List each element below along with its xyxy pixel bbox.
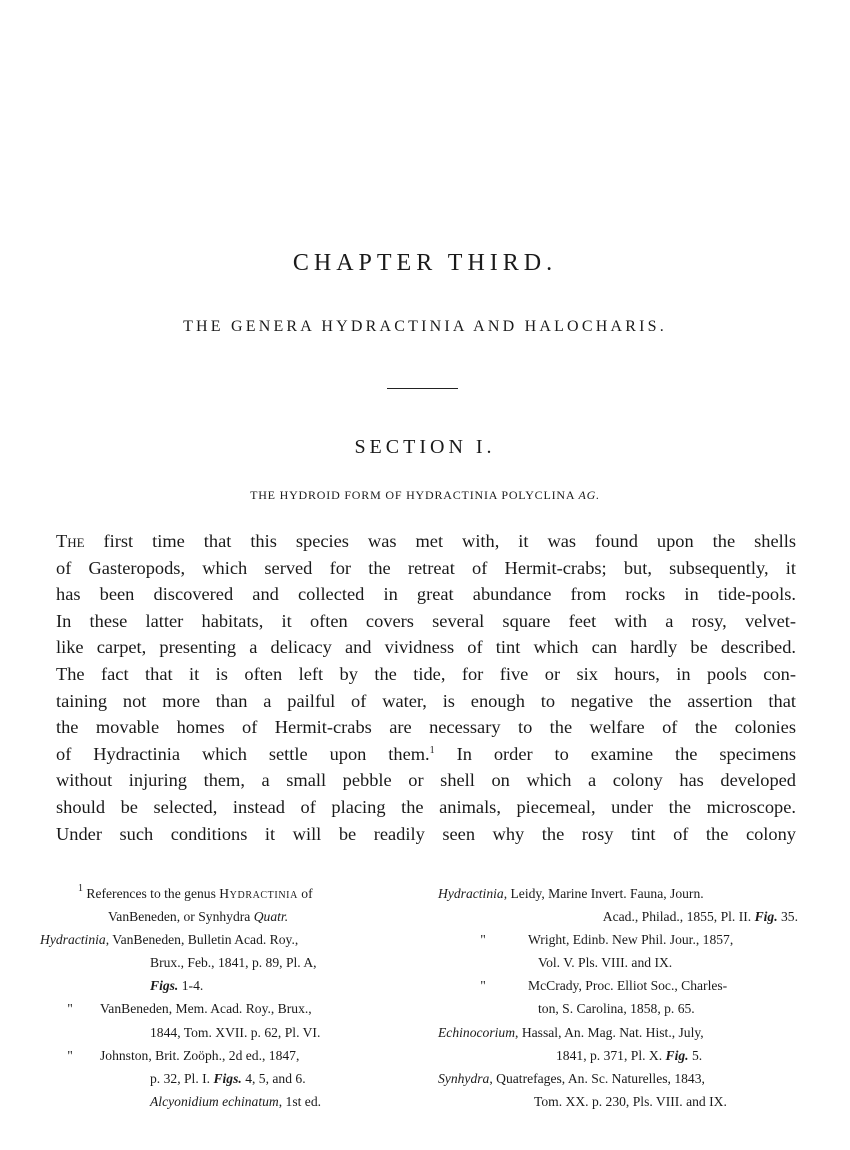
body-line: The first time that this species was met with, it was found upon the shells bbox=[56, 531, 796, 551]
body-paragraph bbox=[56, 528, 796, 847]
body-line: the movable homes of Hermit-crabs are necessary to the welfare of the colonies bbox=[56, 717, 796, 738]
ditto-mark: " bbox=[67, 1047, 73, 1063]
body-line: of Hydractinia which settle upon them.$^1$ In order to examine the specimens bbox=[56, 743, 796, 764]
footnote-line: Brux., Feb., 1841, p. 89, Pl. A, bbox=[150, 955, 317, 971]
footnote-line: " Johnston, Brit. Zoöph., 2d ed., 1847, bbox=[40, 1044, 392, 1067]
footnote-line: VanBeneden, or Synhydra Quatr. bbox=[108, 909, 289, 925]
footnote-line: Synhydra, Quatrefages, An. Sc. Naturelles, 1843, bbox=[438, 1070, 705, 1086]
footnote-reference[interactable]: 1 bbox=[429, 744, 435, 756]
footnotes-left-column bbox=[40, 882, 392, 1113]
body-line: like carpet, presenting a delicacy and vividness of tint which can hardly be described. bbox=[56, 637, 796, 658]
footnote-line: 1844, Tom. XVII. p. 62, Pl. VI. bbox=[150, 1024, 321, 1040]
footnote-line: ton, S. Carolina, 1858, p. 65. bbox=[538, 1001, 695, 1017]
body-line: of Gasteropods, which served for the retreat of Hermit-crabs; but, subsequently, it bbox=[56, 557, 796, 578]
footnote-line: Echinocorium, Hassal, An. Mag. Nat. Hist., July, bbox=[438, 1024, 704, 1040]
footnote-line: Figs. 1-4. bbox=[150, 978, 204, 994]
ditto-mark: " bbox=[480, 932, 486, 948]
footnotes-right-column bbox=[438, 882, 798, 1113]
section-subtitle-author: AG. bbox=[578, 488, 600, 502]
body-line: In these latter habitats, it often covers several square feet with a rosy, velvet- bbox=[56, 610, 796, 631]
drop-word: The bbox=[56, 531, 85, 551]
body-line: taining not more than a pailful of water, is enough to negative the assertion that bbox=[56, 690, 796, 711]
chapter-title: CHAPTER THIRD. bbox=[292, 250, 558, 276]
footnote-line: Alcyonidium echinatum, 1st ed. bbox=[150, 1093, 322, 1109]
body-line: The fact that it is often left by the tide, for five or six hours, in pools con- bbox=[56, 663, 796, 684]
footnote-line: Acad., Philad., 1855, Pl. II. Fig. 35. bbox=[602, 909, 798, 925]
footnote-line: Tom. XX. p. 230, Pls. VIII. and IX. bbox=[534, 1093, 727, 1109]
footnote-line: " Wright, Edinb. New Phil. Jour., 1857, bbox=[438, 928, 798, 951]
footnote-line: " McCrady, Proc. Elliot Soc., Charles- bbox=[438, 974, 798, 997]
body-line: without injuring them, a small pebble or shell on which a colony has developed bbox=[56, 770, 796, 791]
section-title: SECTION I. bbox=[354, 436, 496, 458]
body-line: has been discovered and collected in great abundance from rocks in tide-pools. bbox=[56, 584, 796, 605]
divider-rule bbox=[387, 388, 458, 389]
footnote-line: 1841, p. 371, Pl. X. Fig. 5. bbox=[556, 1047, 703, 1063]
ditto-mark: " bbox=[480, 978, 486, 994]
footnote-line: $^1$ References to the genus Hydractinia of bbox=[78, 883, 313, 901]
footnote-line: Hydractinia, Leidy, Marine Invert. Fauna, Journ. bbox=[438, 886, 704, 901]
body-line: should be selected, instead of placing the animals, piecemeal, under the microscope. bbox=[56, 796, 796, 817]
footnote-line: Vol. V. Pls. VIII. and IX. bbox=[538, 955, 673, 971]
section-subtitle-main: THE HYDROID FORM OF HYDRACTINIA POLYCLINA bbox=[250, 488, 575, 502]
body-line: Under such conditions it will be readily seen why the rosy tint of the colony bbox=[56, 823, 796, 844]
ditto-mark: " bbox=[67, 1001, 73, 1017]
chapter-subtitle: THE GENERA HYDRACTINIA AND HALOCHARIS. bbox=[183, 318, 667, 335]
footnote-line: p. 32, Pl. I. Figs. 4, 5, and 6. bbox=[150, 1070, 306, 1086]
section-subtitle bbox=[0, 488, 850, 503]
footnote-line: " VanBeneden, Mem. Acad. Roy., Brux., bbox=[40, 997, 392, 1020]
footnote-line: Hydractinia, VanBeneden, Bulletin Acad. Roy., bbox=[40, 932, 299, 948]
